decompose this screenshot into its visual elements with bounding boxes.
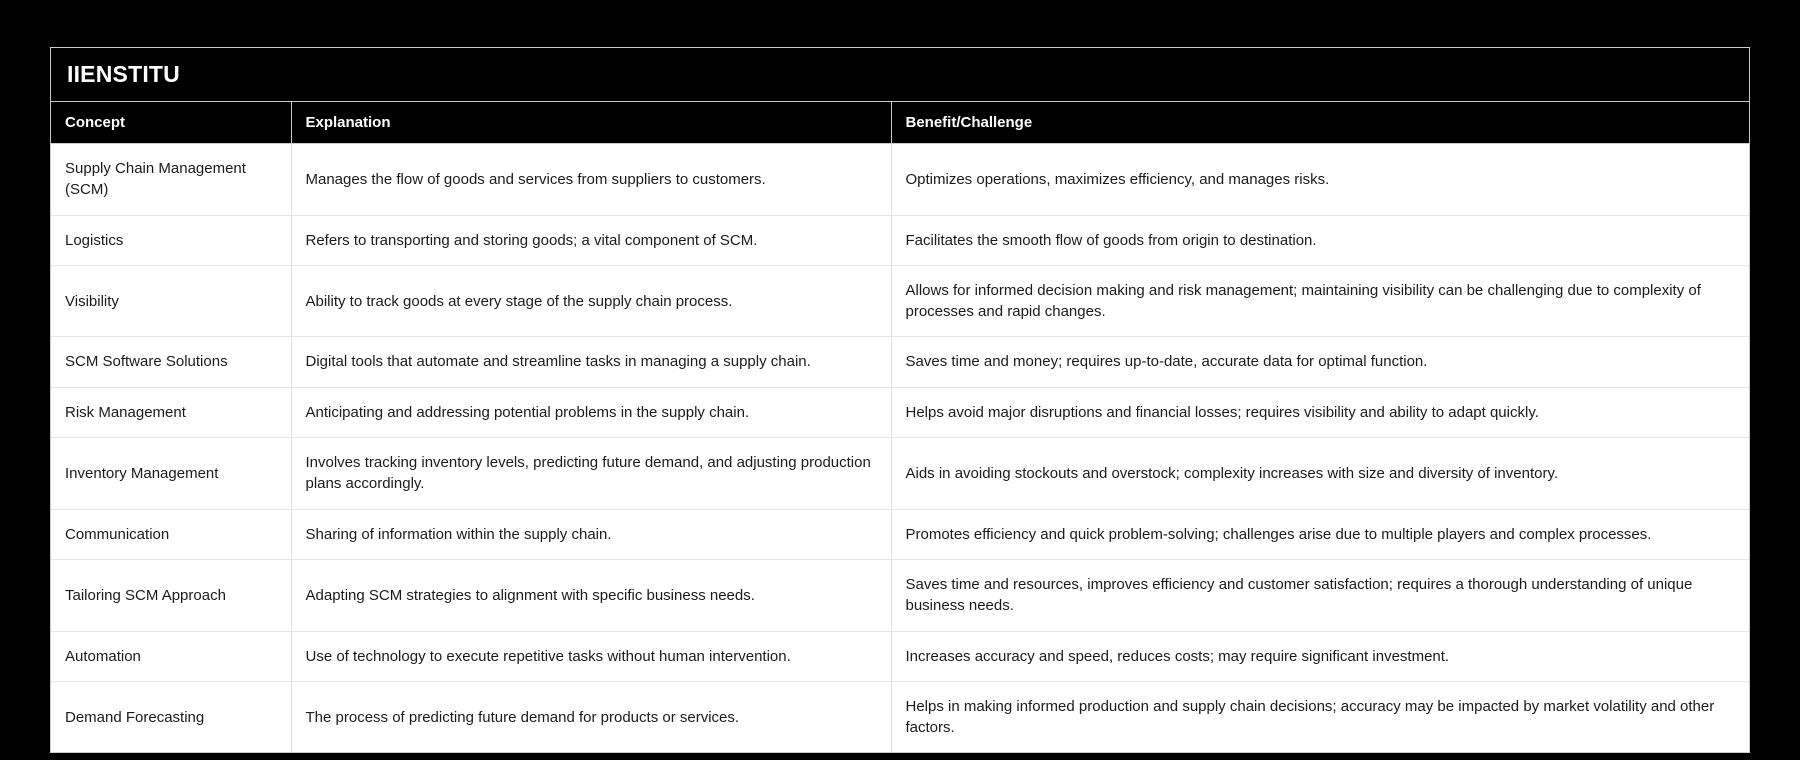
cell-benefit: Optimizes operations, maximizes efficiency, and manages risks. xyxy=(891,144,1750,216)
table-row xyxy=(51,559,1750,631)
cell-concept: Risk Management xyxy=(51,387,291,437)
cell-benefit: Promotes efficiency and quick problem-solving; challenges arise due to multiple players and complex processes. xyxy=(891,509,1750,559)
cell-explanation: Use of technology to execute repetitive tasks without human intervention. xyxy=(291,631,891,681)
cell-explanation: The process of predicting future demand for products or services. xyxy=(291,681,891,752)
cell-benefit: Increases accuracy and speed, reduces costs; may require significant investment. xyxy=(891,631,1750,681)
cell-concept: Communication xyxy=(51,509,291,559)
cell-concept: Demand Forecasting xyxy=(51,681,291,752)
cell-concept: Inventory Management xyxy=(51,438,291,510)
concept-table xyxy=(51,102,1750,752)
table-body xyxy=(51,144,1750,753)
cell-explanation: Refers to transporting and storing goods; a vital component of SCM. xyxy=(291,215,891,265)
cell-benefit: Helps avoid major disruptions and financial losses; requires visibility and ability to adapt quickly. xyxy=(891,387,1750,437)
cell-concept: Logistics xyxy=(51,215,291,265)
cell-benefit: Facilitates the smooth flow of goods from origin to destination. xyxy=(891,215,1750,265)
column-header-benefit-challenge: Benefit/Challenge xyxy=(891,102,1750,144)
table-header xyxy=(51,102,1750,144)
cell-concept: Supply Chain Management (SCM) xyxy=(51,144,291,216)
cell-concept: Tailoring SCM Approach xyxy=(51,559,291,631)
cell-explanation: Involves tracking inventory levels, predicting future demand, and adjusting production plans accordingly. xyxy=(291,438,891,510)
table-row xyxy=(51,509,1750,559)
cell-explanation: Adapting SCM strategies to alignment with specific business needs. xyxy=(291,559,891,631)
cell-concept: SCM Software Solutions xyxy=(51,337,291,387)
table-row xyxy=(51,438,1750,510)
brand-header xyxy=(51,48,1749,102)
column-header-explanation: Explanation xyxy=(291,102,891,144)
cell-explanation: Manages the flow of goods and services from suppliers to customers. xyxy=(291,144,891,216)
cell-benefit: Saves time and money; requires up-to-date, accurate data for optimal function. xyxy=(891,337,1750,387)
brand-title: IIENSTITU xyxy=(67,61,180,87)
concept-table-card xyxy=(50,47,1750,753)
table-row xyxy=(51,215,1750,265)
column-header-concept: Concept xyxy=(51,102,291,144)
cell-explanation: Anticipating and addressing potential problems in the supply chain. xyxy=(291,387,891,437)
table-row xyxy=(51,631,1750,681)
table-row xyxy=(51,337,1750,387)
cell-explanation: Ability to track goods at every stage of the supply chain process. xyxy=(291,265,891,337)
table-row xyxy=(51,144,1750,216)
cell-benefit: Allows for informed decision making and risk management; maintaining visibility can be challenging due to complexity of processes and rapid changes. xyxy=(891,265,1750,337)
table-row xyxy=(51,387,1750,437)
table-header-row xyxy=(51,102,1750,144)
cell-explanation: Digital tools that automate and streamline tasks in managing a supply chain. xyxy=(291,337,891,387)
table-row xyxy=(51,265,1750,337)
table-row xyxy=(51,681,1750,752)
cell-explanation: Sharing of information within the supply chain. xyxy=(291,509,891,559)
cell-concept: Visibility xyxy=(51,265,291,337)
cell-benefit: Helps in making informed production and supply chain decisions; accuracy may be impacted by market volatility and other factors. xyxy=(891,681,1750,752)
cell-benefit: Saves time and resources, improves efficiency and customer satisfaction; requires a thorough understanding of unique business needs. xyxy=(891,559,1750,631)
cell-concept: Automation xyxy=(51,631,291,681)
cell-benefit: Aids in avoiding stockouts and overstock; complexity increases with size and diversity of inventory. xyxy=(891,438,1750,510)
